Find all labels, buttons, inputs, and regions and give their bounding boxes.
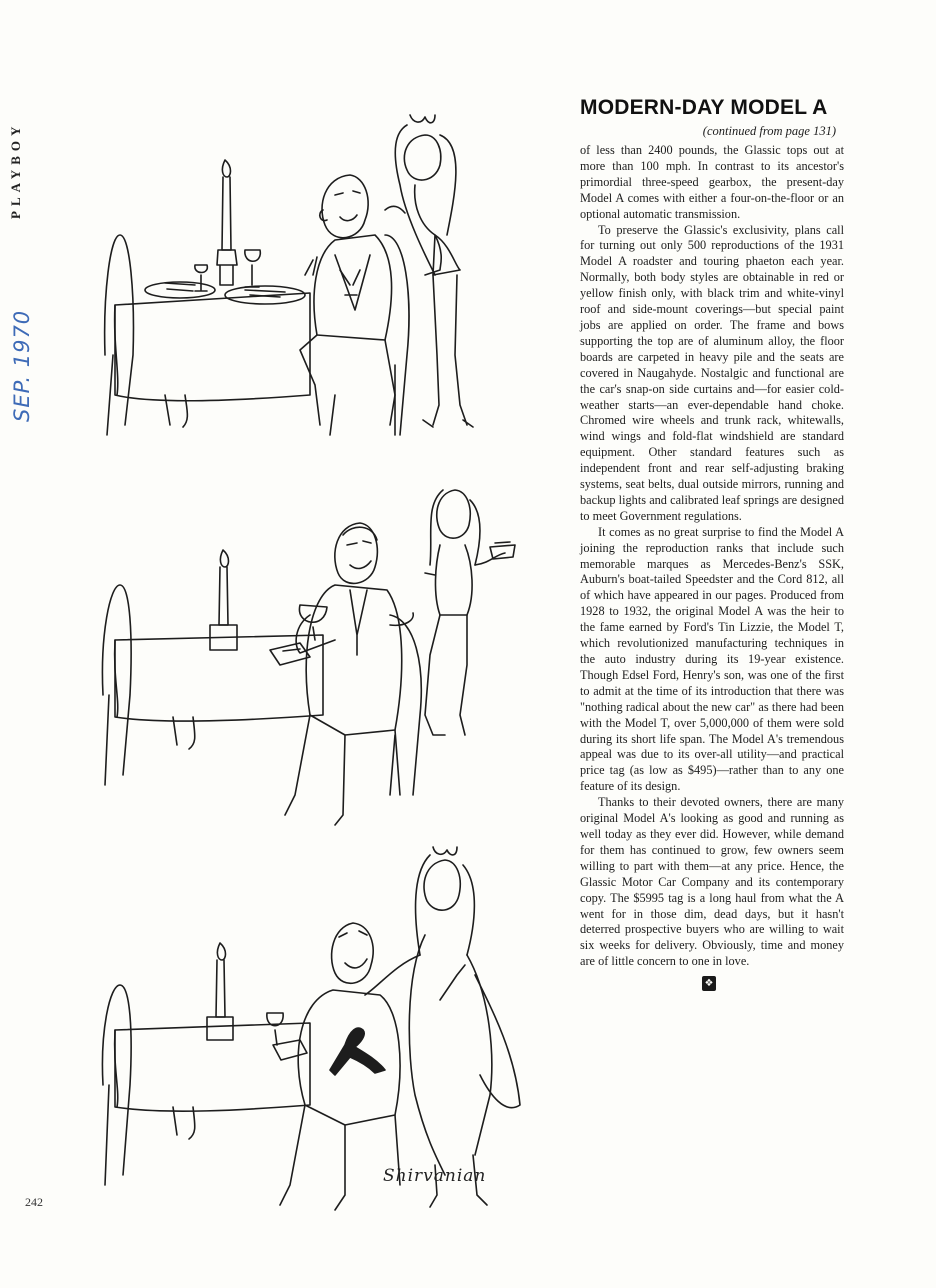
- article-paragraph: It comes as no great surprise to find the Model A joining the reproduction ranks that include such memorable marques as Mercedes-Benz's SSK, Auburn's boat-tailed Speedster and the Cord 812, all of which have appeared in our pages. Produced from 1928 to 1932, the original Model A was the heir to the fame earned by Ford's Tin Lizzie, the Model T, which revolutionized manufacturing techniques in the auto industry during its 19-year existence. Though Edsel Ford, Henry's son, was one of the first to admit at the time of its introduction that there was "nothing radical about the new car" as there had been with the Model T, over 5,000,000 of them were sold during its short life span. The Model A's tremendous appeal was due to its over-all utility—and practical price tag (as low as $495)—rather than to any one feature of its design.: [580, 524, 844, 794]
- shirt-emblem-silhouette: [330, 1028, 385, 1075]
- article-headline: MODERN-DAY MODEL A: [580, 96, 828, 119]
- cartoon-illustration: [95, 95, 525, 1215]
- page-number: 242: [25, 1195, 43, 1209]
- article-body: [580, 143, 844, 970]
- handwritten-date-note: SEP. 1970: [10, 309, 34, 422]
- article-paragraph: To preserve the Glassic's exclusivity, plans call for turning out only 500 reproductions of the 1931 Model A roadster and touring phaeton each year. Normally, both body styles are obtainable in red or yellow finish only, with black trim and white-vinyl roof and side-mount coverings—but special paint jobs are applied on order. The frame and bows supporting the top are of aluminum alloy, the floor boards are carpeted in heavy pile and the seats are covered in Naugahyde. Nostalgic and functional are the car's snap-on side curtains and—for easier cold-weather starts—an ever-dependable hand choke. Chromed wire wheels and trunk rack, whitewalls, wind wings and fold-flat windshield are standard equipment. Other standard features such as independent front and rear self-adjusting braking systems, seat belts, dual outside mirrors, running and backup lights and calibrated leaf springs are designed to meet Government regulations.: [580, 222, 844, 523]
- article-column: [580, 95, 844, 991]
- rabbit-end-mark-icon: ❖: [702, 976, 716, 991]
- continued-from-note: (continued from page 131): [702, 124, 836, 138]
- drink-panel: [102, 490, 515, 825]
- article-paragraph: of less than 2400 pounds, the Glassic tops out at more than 100 mph. In contrast to its ancestor's primordial three-speed gearbox, the present-day Model A comes with either a four-on-the-floor or an optional automatic transmission.: [580, 143, 844, 221]
- artist-signature: Shirvanian: [383, 1166, 487, 1186]
- lobster-dinner-panel: [105, 115, 473, 435]
- shirt-panel: [102, 847, 520, 1210]
- magazine-masthead: PLAYBOY: [8, 121, 23, 219]
- article-paragraph: Thanks to their devoted owners, there are many original Model A's looking as good and running as well today as they ever did. However, while demand for them has continued to grow, few owners seem willing to part with them—at any price. Hence, the Glassic Motor Car Company and its contemporary copy. The $5995 tag is a long haul from what the A went for in those dim, dead days, but it hasn't deterred prospective buyers who are willing to wait six weeks for delivery. Obviously, time and money are of little concern to one in love.: [580, 795, 844, 969]
